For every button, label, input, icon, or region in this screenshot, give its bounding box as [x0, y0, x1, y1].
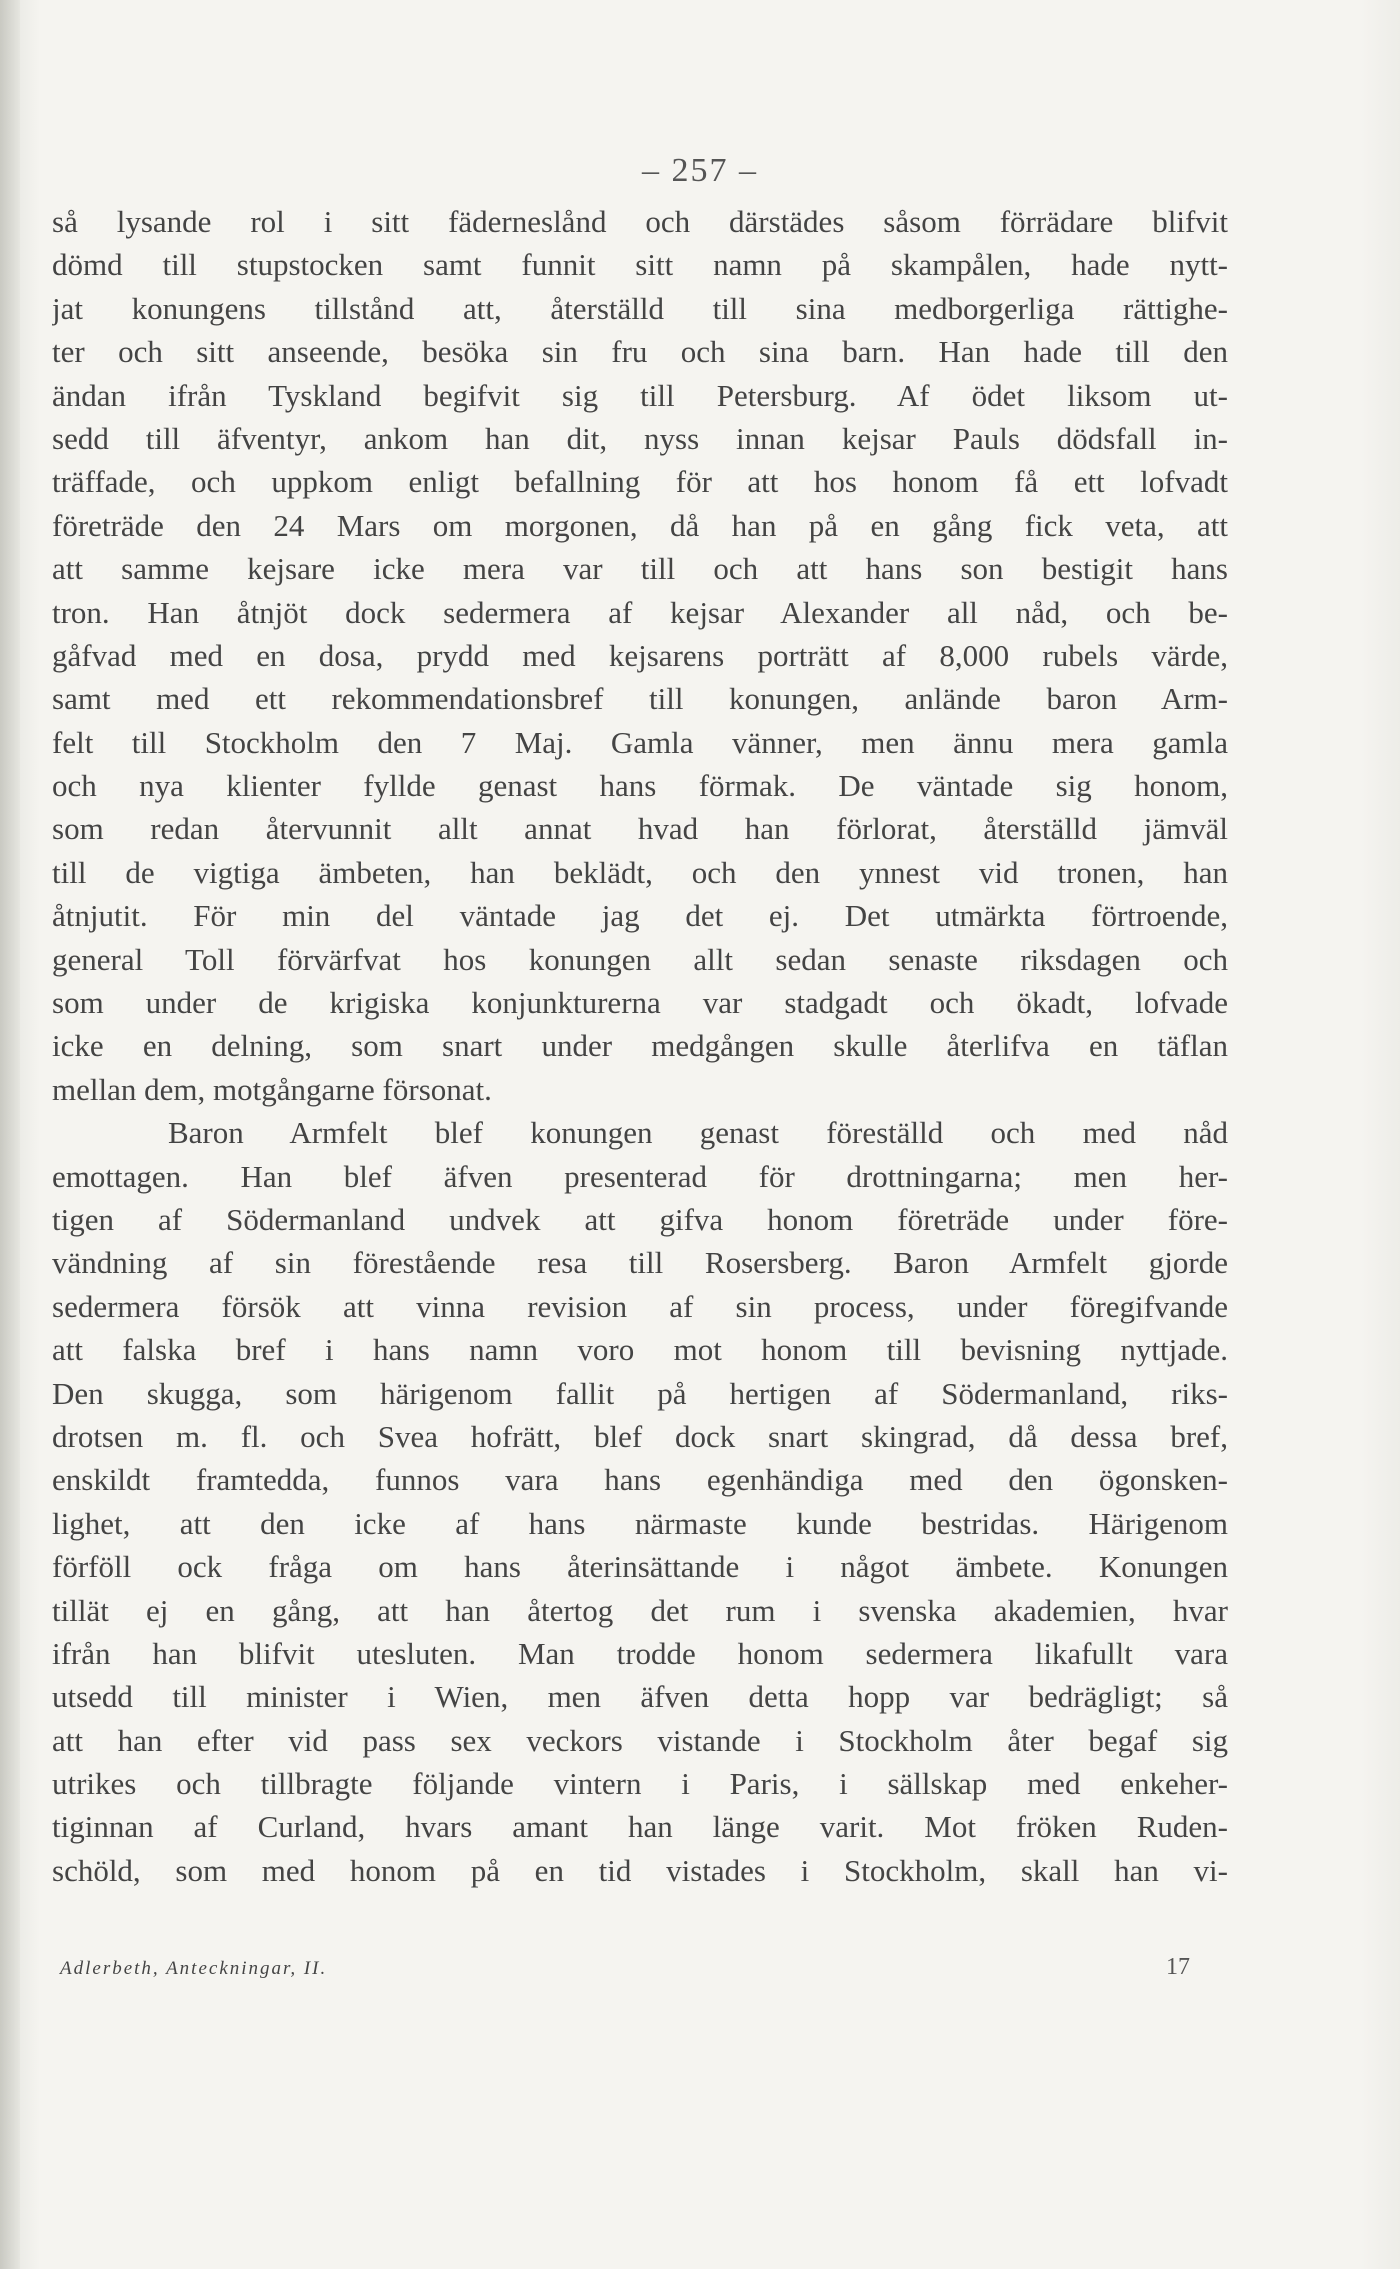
text-line: så lysande rol i sitt fäderneslånd och därstädes såsom förrädare blifvit [52, 204, 1228, 239]
text-line: träffade, och uppkom enligt befallning för att hos honom få ett lofvadt [52, 464, 1228, 500]
text-line: åtnjutit. För min del väntade jag det ej. Det utmärkta förtroende, [52, 898, 1228, 934]
footer-source-title: Adlerbeth, Anteckningar, II. [60, 1958, 328, 1979]
text-line: ter och sitt anseende, besöka sin fru och sina barn. Han hade till den [52, 334, 1228, 370]
text-line: utrikes och tillbragte följande vintern i Paris, i sällskap med enkeher- [52, 1766, 1228, 1802]
text-line: förföll ock fråga om hans återinsättande i något ämbete. Konungen [52, 1549, 1228, 1585]
text-line: företräde den 24 Mars om morgonen, då han på en gång fick veta, att [52, 507, 1228, 543]
text-line: tiginnan af Curland, hvars amant han länge varit. Mot fröken Ruden- [52, 1809, 1228, 1845]
text-line: felt till Stockholm den 7 Maj. Gamla vänner, men ännu mera gamla [52, 724, 1228, 760]
paragraph-end-line: mellan dem, motgångarne försonat. [52, 1071, 492, 1107]
text-line: tron. Han åtnjöt dock sedermera af kejsar Alexander all nåd, och be- [52, 594, 1228, 630]
text-line: sedd till äfventyr, ankom han dit, nyss innan kejsar Pauls dödsfall in- [52, 420, 1228, 456]
text-line: tillät ej en gång, att han återtog det rum i svenska akademien, hvar [52, 1592, 1228, 1628]
text-line: lighet, att den icke af hans närmaste kunde bestridas. Härigenom [52, 1505, 1228, 1541]
text-line: schöld, som med honom på en tid vistades i Stockholm, skall han vi- [52, 1852, 1228, 1888]
text-line: jat konungens tillstånd att, återställd till sina medborgerliga rättighe- [52, 290, 1228, 326]
footer-signature-mark: 17 [1166, 1954, 1190, 1980]
body-text [52, 200, 1228, 1892]
text-line: Den skugga, som härigenom fallit på hertigen af Södermanland, riks- [52, 1375, 1228, 1411]
text-line: och nya klienter fyllde genast hans förmak. De väntade sig honom, [52, 768, 1228, 804]
text-line: dömd till stupstocken samt funnit sitt namn på skampålen, hade nytt- [52, 247, 1228, 283]
text-line: ändan ifrån Tyskland begifvit sig till Petersburg. Af ödet liksom ut- [52, 377, 1228, 413]
text-line: samt med ett rekommendationsbref till konungen, anlände baron Arm- [52, 681, 1228, 717]
text-line: tigen af Södermanland undvek att gifva honom företräde under före- [52, 1201, 1228, 1237]
text-line: att falska bref i hans namn voro mot honom till bevisning nyttjade. [52, 1332, 1228, 1368]
paragraph-start-line: Baron Armfelt blef konungen genast föreställd och med nåd [168, 1115, 1228, 1151]
page-number: – 257 – [642, 152, 758, 189]
text-line: vändning af sin förestående resa till Rosersberg. Baron Armfelt gjorde [52, 1245, 1228, 1281]
text-line: icke en delning, som snart under medgången skulle återlifva en täflan [52, 1028, 1228, 1064]
text-line: ifrån han blifvit utesluten. Man trodde honom sedermera likafullt vara [52, 1635, 1228, 1671]
text-line: drotsen m. fl. och Svea hofrätt, blef dock snart skingrad, då dessa bref, [52, 1418, 1228, 1454]
text-line: gåfvad med en dosa, prydd med kejsarens porträtt af 8,000 rubels värde, [52, 637, 1228, 673]
text-line: enskildt framtedda, funnos vara hans egenhändiga med den ögonsken- [52, 1462, 1228, 1498]
text-line: som redan återvunnit allt annat hvad han förlorat, återställd jämväl [52, 811, 1228, 847]
text-line: emottagen. Han blef äfven presenterad för drottningarna; men her- [52, 1158, 1228, 1194]
text-line: general Toll förvärfvat hos konungen allt sedan senaste riksdagen och [52, 941, 1228, 977]
text-line: utsedd till minister i Wien, men äfven detta hopp var bedrägligt; så [52, 1679, 1228, 1715]
text-line: sedermera försök att vinna revision af sin process, under föregifvande [52, 1288, 1228, 1324]
page-footer [60, 1954, 1190, 1988]
book-spine-shadow [0, 0, 20, 2269]
text-line: till de vigtiga ämbeten, han beklädt, och den ynnest vid tronen, han [52, 854, 1228, 890]
text-line: att han efter vid pass sex veckors vistande i Stockholm åter begaf sig [52, 1722, 1228, 1758]
text-line: att samme kejsare icke mera var till och att hans son bestigit hans [52, 551, 1228, 587]
text-line: som under de krigiska konjunkturerna var stadgadt och ökadt, lofvade [52, 985, 1228, 1021]
